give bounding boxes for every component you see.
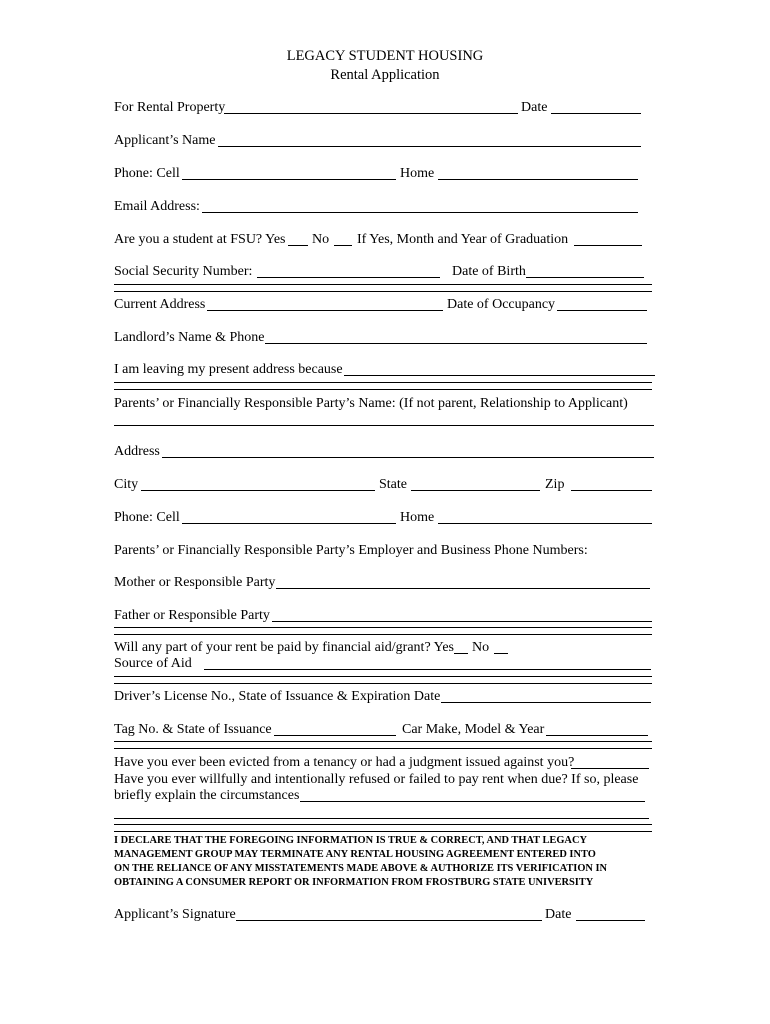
student-row (114, 230, 654, 250)
declaration-line-4: OBTAINING A CONSUMER REPORT OR INFORMATION FROM FROSTBURG STATE UNIVERSITY (114, 877, 594, 888)
rental-property-label: For Rental Property (114, 100, 226, 115)
refused-rent-label: Have you ever willfully and intentionally refused or failed to pay rent when due? If so, please (114, 772, 639, 787)
parents-name-label: Parents’ or Financially Responsible Party’s Name: (If not parent, Relationship to Applicant) (114, 396, 628, 411)
ssn-row (114, 262, 654, 282)
form-title: LEGACY STUDENT HOUSING (286, 48, 484, 64)
phone-cell-label: Phone: Cell (114, 166, 180, 181)
signature-field[interactable] (236, 920, 542, 921)
graduation-field[interactable] (574, 245, 642, 246)
parent-address-row (114, 442, 659, 462)
date-occupancy-label: Date of Occupancy (447, 297, 556, 312)
tag-label: Tag No. & State of Issuance (114, 722, 272, 737)
student-no-label: No (312, 232, 330, 247)
landlord-label: Landlord’s Name & Phone (114, 330, 265, 345)
home-label: Home (400, 166, 435, 181)
section-divider (114, 824, 652, 832)
address-label: Address (114, 444, 160, 459)
parent-phone-cell-field[interactable] (182, 523, 396, 524)
car-field[interactable] (546, 735, 648, 736)
date-occupancy-field[interactable] (557, 310, 647, 311)
financial-aid-no-label: No (472, 640, 490, 655)
applicant-name-field[interactable] (218, 146, 641, 147)
drivers-license-field[interactable] (441, 702, 651, 703)
parents-name-line (114, 410, 659, 430)
declaration-line-1: I DECLARE THAT THE FOREGOING INFORMATION IS TRUE & CORRECT, AND THAT LEGACY (114, 835, 587, 846)
current-address-field[interactable] (207, 310, 443, 311)
date-label: Date (521, 100, 548, 115)
landlord-field[interactable] (265, 343, 647, 344)
student-question-label: Are you a student at FSU? Yes (114, 232, 286, 247)
date-field[interactable] (551, 113, 641, 114)
drivers-license-row (114, 687, 659, 707)
ssn-field[interactable] (257, 277, 440, 278)
mother-label: Mother or Responsible Party (114, 575, 276, 590)
source-aid-field[interactable] (204, 669, 651, 670)
signature-date-label: Date (545, 907, 572, 922)
rental-property-field[interactable] (224, 113, 518, 114)
car-label: Car Make, Model & Year (402, 722, 545, 737)
city-label: City (114, 477, 139, 492)
zip-field[interactable] (571, 490, 652, 491)
section-divider (114, 741, 652, 749)
circumstances-label: briefly explain the circumstances (114, 788, 300, 803)
landlord-row (114, 328, 654, 348)
drivers-license-label: Driver’s License No., State of Issuance & Expiration Date (114, 689, 441, 704)
tag-field[interactable] (274, 735, 396, 736)
section-divider (114, 284, 652, 292)
dob-field[interactable] (526, 277, 644, 278)
evicted-label: Have you ever been evicted from a tenancy or had a judgment issued against you? (114, 755, 575, 770)
financial-aid-label: Will any part of your rent be paid by financial aid/grant? Yes (114, 640, 455, 655)
father-row (114, 606, 659, 626)
parent-phone-cell-label: Phone: Cell (114, 510, 180, 525)
declaration-line-2: MANAGEMENT GROUP MAY TERMINATE ANY RENTAL HOUSING AGREEMENT ENTERED INTO (114, 849, 596, 860)
state-label: State (379, 477, 407, 492)
circumstances-extra-field[interactable] (114, 818, 649, 819)
email-label: Email Address: (114, 199, 200, 214)
signature-row (114, 905, 659, 925)
applicant-name-row (114, 131, 654, 151)
city-field[interactable] (141, 490, 375, 491)
section-divider (114, 676, 652, 684)
circumstances-field[interactable] (300, 801, 645, 802)
ssn-label: Social Security Number: (114, 264, 253, 279)
father-label: Father or Responsible Party (114, 608, 270, 623)
phone-cell-field[interactable] (182, 179, 396, 180)
parent-phone-row (114, 508, 659, 528)
parent-employer-row (114, 541, 659, 561)
current-address-row (114, 295, 654, 315)
parents-name-field[interactable] (114, 425, 654, 426)
source-aid-row (114, 654, 659, 674)
leaving-label: I am leaving my present address because (114, 362, 343, 377)
zip-label: Zip (545, 477, 565, 492)
source-aid-label: Source of Aid (114, 656, 192, 671)
declaration-line-3: ON THE RELIANCE OF ANY MISSTATEMENTS MADE ABOVE & AUTHORIZE ITS VERIFICATION IN (114, 863, 608, 874)
state-field[interactable] (411, 490, 540, 491)
email-row (114, 197, 654, 217)
home-phone-field[interactable] (438, 179, 638, 180)
current-address-label: Current Address (114, 297, 206, 312)
email-field[interactable] (202, 212, 638, 213)
student-yes-field[interactable] (288, 245, 308, 246)
circumstances-extra-line (114, 803, 659, 823)
rental-property-row (114, 98, 654, 118)
signature-label: Applicant’s Signature (114, 907, 236, 922)
signature-date-field[interactable] (576, 920, 645, 921)
applicant-name-label: Applicant’s Name (114, 133, 216, 148)
parent-home-label: Home (400, 510, 435, 525)
vehicle-row (114, 720, 659, 740)
section-divider (114, 382, 652, 390)
section-divider (114, 627, 652, 635)
mother-field[interactable] (276, 588, 650, 589)
student-no-field[interactable] (334, 245, 352, 246)
parent-home-phone-field[interactable] (438, 523, 652, 524)
mother-row (114, 573, 659, 593)
parent-address-field[interactable] (162, 457, 654, 458)
phone-row (114, 164, 654, 184)
city-state-zip-row (114, 475, 659, 495)
father-field[interactable] (272, 621, 652, 622)
leaving-row (114, 360, 659, 380)
graduation-label: If Yes, Month and Year of Graduation (357, 232, 569, 247)
evicted-field[interactable] (571, 768, 649, 769)
leaving-field[interactable] (344, 375, 655, 376)
form-subtitle: Rental Application (330, 67, 440, 83)
dob-label: Date of Birth (452, 264, 526, 279)
parent-employer-label: Parents’ or Financially Responsible Party’s Employer and Business Phone Numbers: (114, 543, 588, 558)
